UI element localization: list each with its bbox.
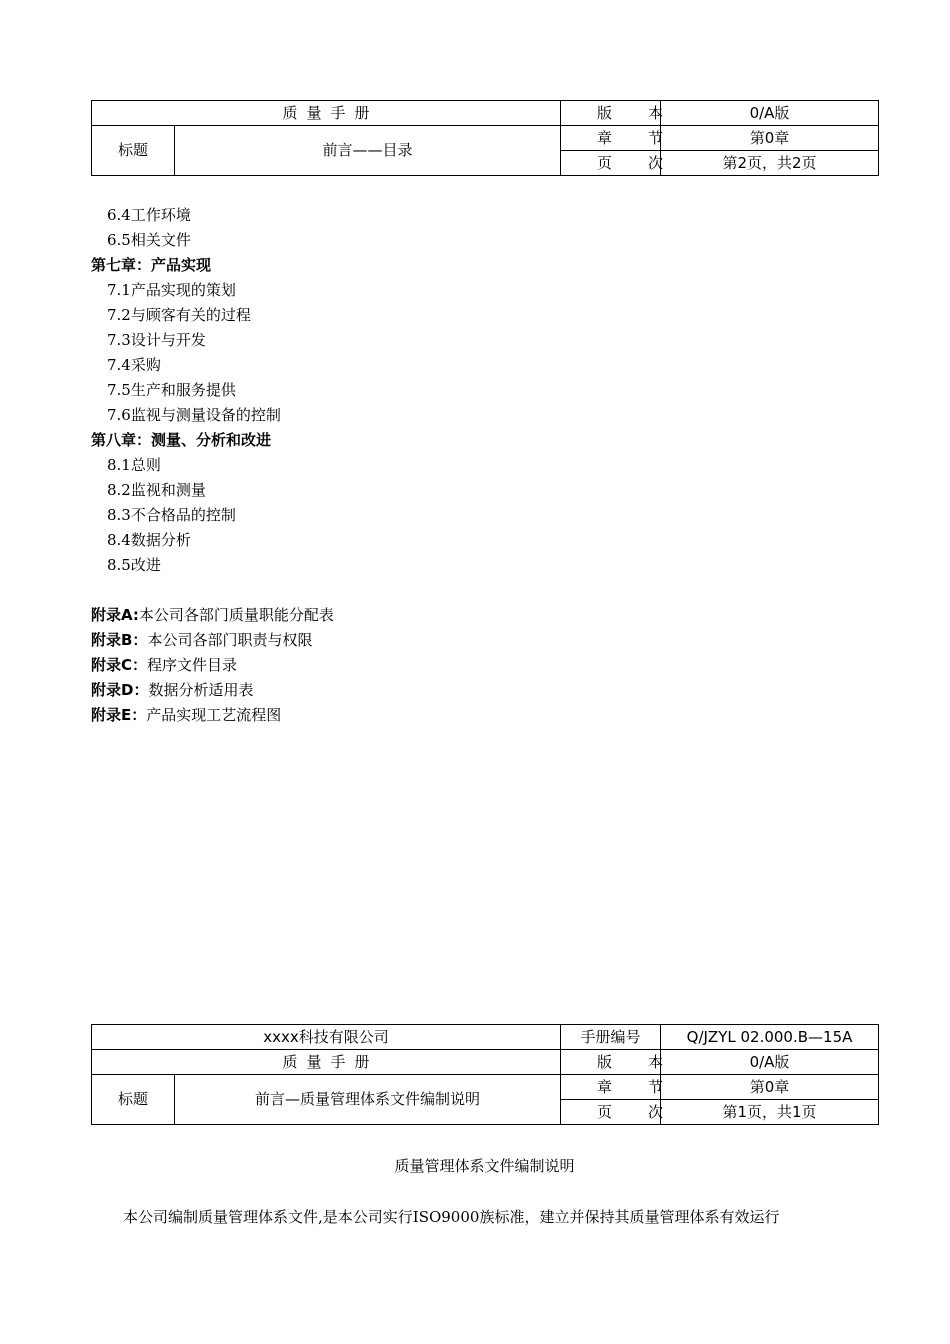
chapter-value: 第0章 <box>661 1075 879 1100</box>
appendix-label: 附录A: <box>91 606 139 624</box>
toc-entry: 7.4采购 <box>107 356 161 374</box>
version-value: 0/A版 <box>661 101 879 126</box>
appendix-entry <box>91 653 791 678</box>
company-name: xxxx科技有限公司 <box>92 1025 561 1050</box>
appendix-label: 附录D： <box>91 681 149 699</box>
toc-entry: 7.2与顾客有关的过程 <box>107 306 251 324</box>
manual-title: 质量手册 <box>92 1050 561 1075</box>
manual-code-label: 手册编号 <box>561 1025 661 1050</box>
appendix-entry <box>91 703 791 728</box>
toc-entry: 6.4工作环境 <box>107 206 191 224</box>
manual-code-value: Q/JZYL 02.000.B—15A <box>661 1025 879 1050</box>
page-header-table-2 <box>91 1024 879 1125</box>
appendix-entry <box>91 603 791 628</box>
toc-entry: 8.3不合格品的控制 <box>107 506 236 524</box>
version-label: 版本 <box>561 1050 661 1075</box>
page-header-table <box>91 100 879 176</box>
toc-entry: 7.1产品实现的策划 <box>107 281 236 299</box>
toc-entry: 7.3设计与开发 <box>107 331 206 349</box>
chapter-label: 章节 <box>561 1075 661 1100</box>
page-value: 第1页，共1页 <box>661 1100 879 1125</box>
page-label: 页次 <box>561 151 661 176</box>
document-body: 本公司编制质量管理体系文件,是本公司实行ISO9000族标准，建立并保持其质量管理体系有效运行 <box>123 1208 780 1226</box>
chapter-value: 第0章 <box>661 126 879 151</box>
toc-entry: 8.4数据分析 <box>107 531 191 549</box>
appendix-label: 附录E： <box>91 706 147 724</box>
toc-entry: 8.2监视和测量 <box>107 481 206 499</box>
appendix-title: 本公司各部门质量职能分配表 <box>138 606 334 624</box>
appendix-label: 附录B： <box>91 631 148 649</box>
title-label: 标题 <box>92 126 175 176</box>
chapter-label: 章节 <box>561 126 661 151</box>
version-label: 版本 <box>561 101 661 126</box>
document-title: 质量管理体系文件编制说明 <box>394 1157 575 1175</box>
appendix-title: 本公司各部门职责与权限 <box>147 631 313 649</box>
appendix-entry <box>91 628 791 653</box>
page-value: 第2页，共2页 <box>661 151 879 176</box>
toc-entry: 7.5生产和服务提供 <box>107 381 236 399</box>
version-value: 0/A版 <box>661 1050 879 1075</box>
appendix-entry <box>91 678 791 703</box>
toc-entry: 8.1总则 <box>107 456 161 474</box>
page-label: 页次 <box>561 1100 661 1125</box>
table-of-contents <box>91 203 791 728</box>
toc-entry: 7.6监视与测量设备的控制 <box>107 406 281 424</box>
appendix-title: 产品实现工艺流程图 <box>146 706 282 724</box>
appendix-title: 程序文件目录 <box>147 656 238 674</box>
toc-entry: 8.5改进 <box>107 556 161 574</box>
appendix-title: 数据分析适用表 <box>148 681 254 699</box>
toc-chapter-heading: 第七章：产品实现 <box>91 256 212 274</box>
title-label: 标题 <box>92 1075 175 1125</box>
title-value: 前言—质量管理体系文件编制说明 <box>175 1075 561 1125</box>
toc-chapter-heading: 第八章：测量、分析和改进 <box>91 431 272 449</box>
title-value: 前言——目录 <box>175 126 561 176</box>
manual-title: 质量手册 <box>92 101 561 126</box>
appendix-label: 附录C： <box>91 656 148 674</box>
toc-entry: 6.5相关文件 <box>107 231 191 249</box>
